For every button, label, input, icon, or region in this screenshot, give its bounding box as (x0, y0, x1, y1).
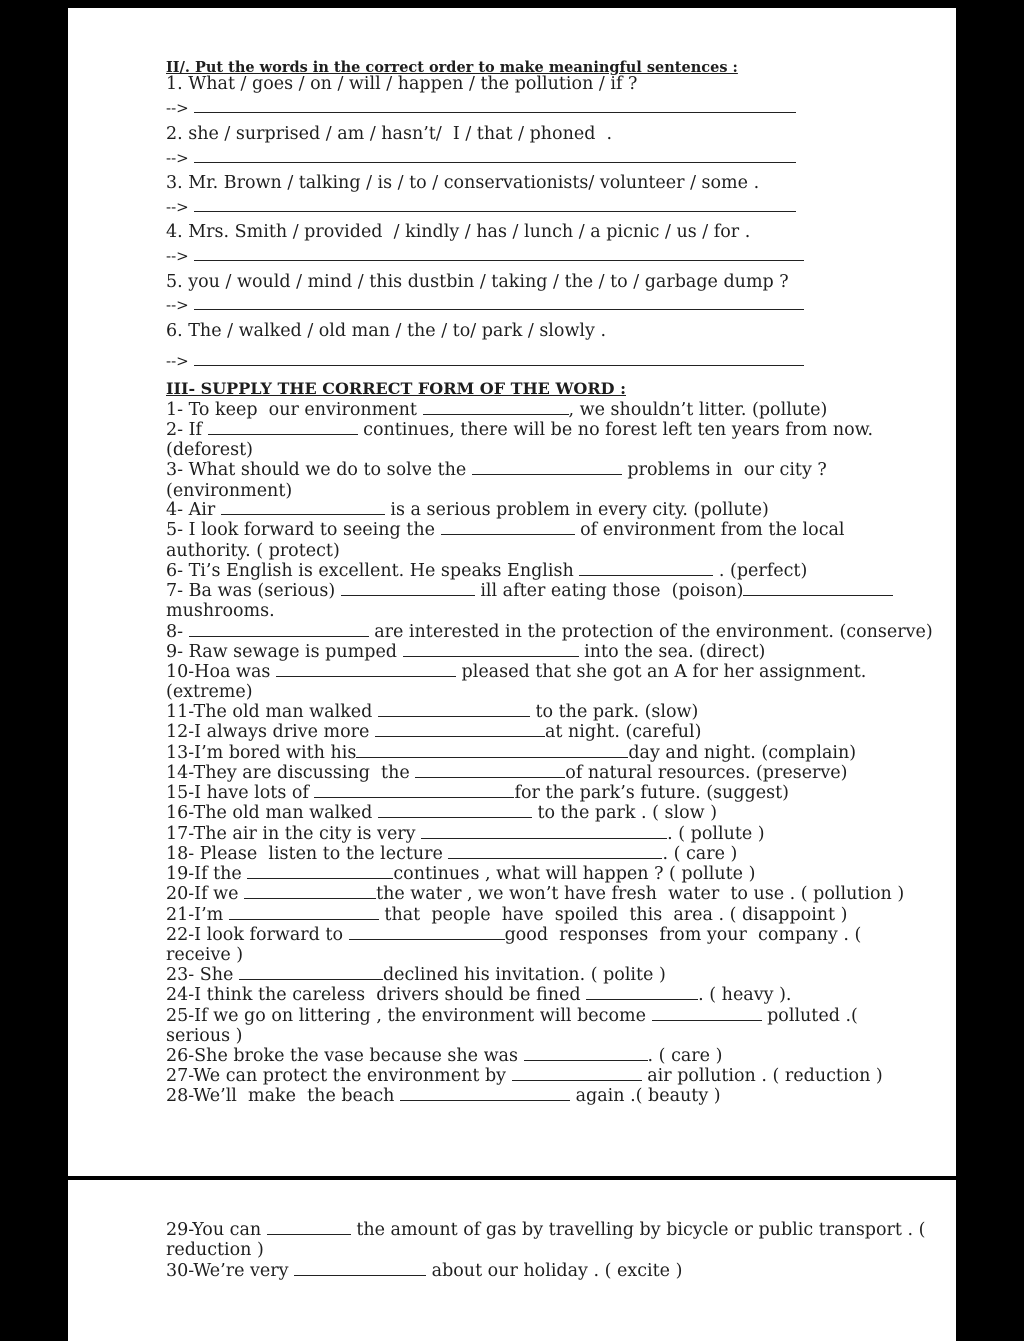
answer-blank[interactable] (512, 1079, 642, 1081)
exercise-line: 1- To keep our environment , we shouldn’t litter. (pollute) (166, 400, 828, 420)
answer-blank[interactable] (403, 655, 579, 657)
exercise-line: 17-The air in the city is very . ( pollute ) (166, 824, 765, 844)
answer-line[interactable]: --> (166, 246, 804, 266)
answer-blank[interactable] (239, 978, 383, 980)
answer-blank[interactable] (579, 574, 713, 576)
exercise-line: serious ) (166, 1026, 243, 1046)
exercise-line: 14-They are discussing the of natural resources. (preserve) (166, 763, 848, 783)
answer-blank[interactable] (415, 776, 565, 778)
answer-line[interactable]: --> (166, 351, 804, 371)
exercise-line: 21-I’m that people have spoiled this area . ( disappoint ) (166, 905, 848, 925)
exercise-line: 26-She broke the vase because she was . ( care ) (166, 1046, 723, 1066)
exercise-line: 4- Air is a serious problem in every city. (pollute) (166, 500, 769, 520)
exercise-line: 15-I have lots of for the park’s future. (suggest) (166, 783, 789, 803)
exercise-line: 29-You can the amount of gas by travelling by bicycle or public transport . ( (166, 1220, 926, 1240)
part2-item-3: 3. Mr. Brown / talking / is / to / conservationists/ volunteer / some . (166, 173, 760, 193)
exercise-line: mushrooms. (166, 601, 275, 621)
exercise-line: 23- She declined his invitation. ( polite ) (166, 965, 666, 985)
exercise-line: (deforest) (166, 440, 253, 460)
part2-item-4: 4. Mrs. Smith / provided / kindly / has / lunch / a picnic / us / for . (166, 222, 751, 242)
answer-blank[interactable] (221, 513, 385, 515)
exercise-line: 19-If the continues , what will happen ? ( pollute ) (166, 864, 756, 884)
answer-blank[interactable] (341, 594, 475, 596)
exercise-line: (environment) (166, 481, 293, 501)
answer-blank[interactable] (208, 433, 358, 435)
exercise-line: 3- What should we do to solve the problems in our city ? (166, 460, 827, 480)
exercise-line: 27-We can protect the environment by air pollution . ( reduction ) (166, 1066, 883, 1086)
exercise-line: 30-We’re very about our holiday . ( excite ) (166, 1261, 683, 1281)
exercise-line: 22-I look forward to good responses from your company . ( (166, 925, 862, 945)
worksheet-page-2 (68, 1180, 956, 1341)
exercise-line: 5- I look forward to seeing the of environment from the local (166, 520, 845, 540)
answer-blank[interactable] (247, 877, 393, 879)
part3-heading: III- SUPPLY THE CORRECT FORM OF THE WORD : (166, 379, 626, 398)
answer-blank[interactable] (472, 473, 622, 475)
answer-blank[interactable] (378, 715, 530, 717)
part2-heading: II/. Put the words in the correct order to make meaningful sentences : (166, 59, 738, 76)
exercise-line: authority. ( protect) (166, 541, 340, 561)
answer-blank[interactable] (189, 635, 369, 637)
exercise-line: 28-We’ll make the beach again .( beauty ) (166, 1086, 721, 1106)
exercise-line: 12-I always drive more at night. (careful) (166, 722, 702, 742)
part2-item-5: 5. you / would / mind / this dustbin / taking / the / to / garbage dump ? (166, 272, 789, 292)
exercise-line: 13-I’m bored with his day and night. (complain) (166, 743, 857, 763)
answer-blank[interactable] (378, 816, 532, 818)
part2-item-2: 2. she / surprised / am / hasn’t/ I / that / phoned . (166, 124, 613, 144)
exercise-line: 10-Hoa was pleased that she got an A for her assignment. (166, 662, 867, 682)
answer-blank[interactable] (652, 1019, 762, 1021)
exercise-line: receive ) (166, 945, 244, 965)
exercise-line: 20-If we the water , we won’t have fresh water to use . ( pollution ) (166, 884, 905, 904)
exercise-line: 18- Please listen to the lecture . ( care ) (166, 844, 738, 864)
answer-blank[interactable] (314, 796, 514, 798)
answer-blank[interactable] (448, 857, 662, 859)
answer-blank[interactable] (244, 897, 376, 899)
answer-blank[interactable] (400, 1099, 570, 1101)
answer-blank[interactable] (294, 1274, 426, 1276)
part2-item-6: 6. The / walked / old man / the / to/ park / slowly . (166, 321, 607, 341)
answer-blank[interactable] (524, 1059, 648, 1061)
answer-blank[interactable] (421, 837, 667, 839)
exercise-line: (extreme) (166, 682, 253, 702)
answer-blank[interactable] (229, 918, 379, 920)
answer-line[interactable]: --> (166, 98, 796, 118)
worksheet-page-1 (68, 8, 956, 1176)
exercise-line: 24-I think the careless drivers should be fined . ( heavy ). (166, 985, 792, 1005)
exercise-line: 9- Raw sewage is pumped into the sea. (direct) (166, 642, 766, 662)
answer-blank[interactable] (586, 998, 698, 1000)
answer-line[interactable]: --> (166, 295, 804, 315)
answer-blank[interactable] (743, 594, 893, 596)
answer-blank[interactable] (441, 533, 575, 535)
part2-item-1: 1. What / goes / on / will / happen / the pollution / if ? (166, 74, 638, 94)
answer-blank[interactable] (267, 1233, 351, 1235)
answer-blank[interactable] (276, 675, 456, 677)
exercise-line: 16-The old man walked to the park . ( slow ) (166, 803, 718, 823)
exercise-line: 11-The old man walked to the park. (slow) (166, 702, 699, 722)
exercise-line: 2- If continues, there will be no forest left ten years from now. (166, 420, 874, 440)
answer-blank[interactable] (423, 413, 569, 415)
answer-blank[interactable] (375, 735, 545, 737)
exercise-line: 7- Ba was (serious) ill after eating those (poison) (166, 581, 893, 601)
exercise-line: 6- Ti’s English is excellent. He speaks English . (perfect) (166, 561, 808, 581)
answer-line[interactable]: --> (166, 148, 796, 168)
answer-blank[interactable] (356, 756, 628, 758)
answer-line[interactable]: --> (166, 197, 796, 217)
answer-blank[interactable] (349, 938, 505, 940)
exercise-line: 25-If we go on littering , the environment will become polluted .( (166, 1006, 858, 1026)
exercise-line: 8- are interested in the protection of the environment. (conserve) (166, 622, 933, 642)
exercise-line: reduction ) (166, 1240, 264, 1260)
